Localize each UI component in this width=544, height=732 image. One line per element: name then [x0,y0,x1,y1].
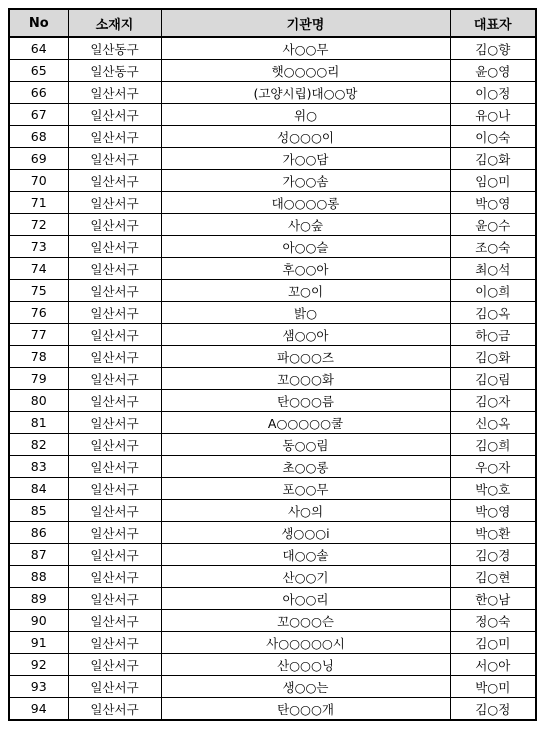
cell-representative: 김○림 [450,368,536,390]
cell-location: 일산서구 [68,588,161,610]
cell-no: 93 [9,676,68,698]
cell-institution-name: 꼬○○○슨 [161,610,450,632]
cell-representative: 김○경 [450,544,536,566]
cell-no: 77 [9,324,68,346]
table-row [9,676,536,698]
cell-no: 72 [9,214,68,236]
cell-no: 67 [9,104,68,126]
cell-representative: 윤○수 [450,214,536,236]
cell-institution-name: 포○○무 [161,478,450,500]
cell-location: 일산서구 [68,478,161,500]
cell-institution-name: 사○○○○○시 [161,632,450,654]
cell-no: 90 [9,610,68,632]
cell-representative: 김○자 [450,390,536,412]
cell-location: 일산서구 [68,368,161,390]
cell-no: 78 [9,346,68,368]
cell-location: 일산서구 [68,324,161,346]
table-row [9,434,536,456]
table-row [9,632,536,654]
table-row [9,324,536,346]
cell-representative: 이○정 [450,82,536,104]
table-row [9,104,536,126]
cell-representative: 박○미 [450,676,536,698]
table-row [9,566,536,588]
table-row [9,368,536,390]
cell-no: 89 [9,588,68,610]
table-row [9,478,536,500]
cell-no: 85 [9,500,68,522]
cell-representative: 박○호 [450,478,536,500]
table-row [9,456,536,478]
cell-location: 일산동구 [68,37,161,60]
table-row [9,698,536,721]
cell-location: 일산서구 [68,258,161,280]
table-row [9,214,536,236]
cell-institution-name: 가○○담 [161,148,450,170]
cell-no: 76 [9,302,68,324]
cell-no: 84 [9,478,68,500]
table-row [9,126,536,148]
table-row [9,588,536,610]
cell-location: 일산서구 [68,610,161,632]
cell-no: 65 [9,60,68,82]
cell-representative: 한○남 [450,588,536,610]
cell-institution-name: 꼬○이 [161,280,450,302]
table-row [9,390,536,412]
table-row [9,148,536,170]
cell-representative: 박○영 [450,500,536,522]
cell-institution-name: 파○○○즈 [161,346,450,368]
cell-representative: 우○자 [450,456,536,478]
cell-institution-name: A○○○○○쿨 [161,412,450,434]
cell-location: 일산서구 [68,434,161,456]
cell-location: 일산서구 [68,390,161,412]
cell-institution-name: 가○○솜 [161,170,450,192]
table-row [9,236,536,258]
cell-institution-name: 밝○ [161,302,450,324]
cell-representative: 하○금 [450,324,536,346]
table-row [9,82,536,104]
cell-institution-name: (고양시립)대○○망 [161,82,450,104]
cell-institution-name: 동○○림 [161,434,450,456]
table-row [9,610,536,632]
cell-location: 일산서구 [68,654,161,676]
cell-institution-name: 성○○○이 [161,126,450,148]
cell-location: 일산서구 [68,544,161,566]
cell-representative: 이○희 [450,280,536,302]
cell-institution-name: 초○○롱 [161,456,450,478]
cell-location: 일산서구 [68,346,161,368]
cell-no: 82 [9,434,68,456]
table-row [9,346,536,368]
cell-location: 일산서구 [68,456,161,478]
cell-no: 64 [9,37,68,60]
cell-institution-name: 후○○아 [161,258,450,280]
cell-institution-name: 샘○○아 [161,324,450,346]
cell-no: 69 [9,148,68,170]
table-row [9,170,536,192]
cell-representative: 김○현 [450,566,536,588]
cell-no: 86 [9,522,68,544]
cell-no: 94 [9,698,68,721]
cell-location: 일산서구 [68,214,161,236]
cell-institution-name: 사○○무 [161,37,450,60]
cell-institution-name: 생○○○i [161,522,450,544]
cell-location: 일산서구 [68,500,161,522]
cell-no: 88 [9,566,68,588]
cell-no: 66 [9,82,68,104]
table-row [9,280,536,302]
cell-representative: 서○아 [450,654,536,676]
cell-representative: 박○환 [450,522,536,544]
institution-table [8,8,537,721]
cell-location: 일산서구 [68,148,161,170]
cell-location: 일산서구 [68,104,161,126]
cell-location: 일산서구 [68,170,161,192]
cell-location: 일산서구 [68,192,161,214]
cell-no: 75 [9,280,68,302]
header-representative: 대표자 [450,9,536,37]
cell-location: 일산서구 [68,412,161,434]
cell-location: 일산동구 [68,60,161,82]
cell-institution-name: 생○○는 [161,676,450,698]
cell-institution-name: 꼬○○○화 [161,368,450,390]
cell-location: 일산서구 [68,676,161,698]
cell-institution-name: 사○의 [161,500,450,522]
cell-location: 일산서구 [68,236,161,258]
cell-location: 일산서구 [68,632,161,654]
cell-institution-name: 대○○솔 [161,544,450,566]
table-row [9,544,536,566]
table-row [9,37,536,60]
cell-institution-name: 아○○슬 [161,236,450,258]
table-row [9,302,536,324]
cell-representative: 윤○영 [450,60,536,82]
cell-representative: 김○희 [450,434,536,456]
cell-representative: 김○화 [450,148,536,170]
cell-representative: 김○정 [450,698,536,721]
header-row [9,9,536,37]
cell-representative: 김○미 [450,632,536,654]
cell-no: 68 [9,126,68,148]
cell-representative: 박○영 [450,192,536,214]
cell-institution-name: 대○○○○롱 [161,192,450,214]
header-institution-name: 기관명 [161,9,450,37]
table-row [9,258,536,280]
table-body [9,37,536,720]
cell-institution-name: 탄○○○름 [161,390,450,412]
table-row [9,412,536,434]
cell-representative: 정○숙 [450,610,536,632]
cell-representative: 최○석 [450,258,536,280]
table-row [9,654,536,676]
cell-no: 73 [9,236,68,258]
table-row [9,522,536,544]
cell-no: 83 [9,456,68,478]
cell-no: 92 [9,654,68,676]
cell-institution-name: 탄○○○개 [161,698,450,721]
cell-representative: 이○숙 [450,126,536,148]
cell-location: 일산서구 [68,280,161,302]
table-container [8,8,537,721]
cell-representative: 유○나 [450,104,536,126]
cell-location: 일산서구 [68,566,161,588]
cell-representative: 신○옥 [450,412,536,434]
cell-location: 일산서구 [68,126,161,148]
cell-location: 일산서구 [68,522,161,544]
cell-no: 79 [9,368,68,390]
cell-institution-name: 산○○○닝 [161,654,450,676]
cell-representative: 김○향 [450,37,536,60]
cell-location: 일산서구 [68,698,161,721]
cell-no: 87 [9,544,68,566]
header-location: 소재지 [68,9,161,37]
table-row [9,60,536,82]
cell-institution-name: 사○숲 [161,214,450,236]
cell-location: 일산서구 [68,82,161,104]
cell-representative: 임○미 [450,170,536,192]
cell-representative: 김○화 [450,346,536,368]
cell-representative: 김○옥 [450,302,536,324]
cell-location: 일산서구 [68,302,161,324]
table-row [9,192,536,214]
cell-representative: 조○숙 [450,236,536,258]
table-row [9,500,536,522]
cell-institution-name: 햇○○○○리 [161,60,450,82]
cell-no: 74 [9,258,68,280]
cell-institution-name: 아○○리 [161,588,450,610]
cell-no: 71 [9,192,68,214]
cell-no: 70 [9,170,68,192]
cell-no: 81 [9,412,68,434]
cell-institution-name: 위○ [161,104,450,126]
cell-no: 91 [9,632,68,654]
cell-no: 80 [9,390,68,412]
cell-institution-name: 산○○기 [161,566,450,588]
header-no: No [9,9,68,37]
